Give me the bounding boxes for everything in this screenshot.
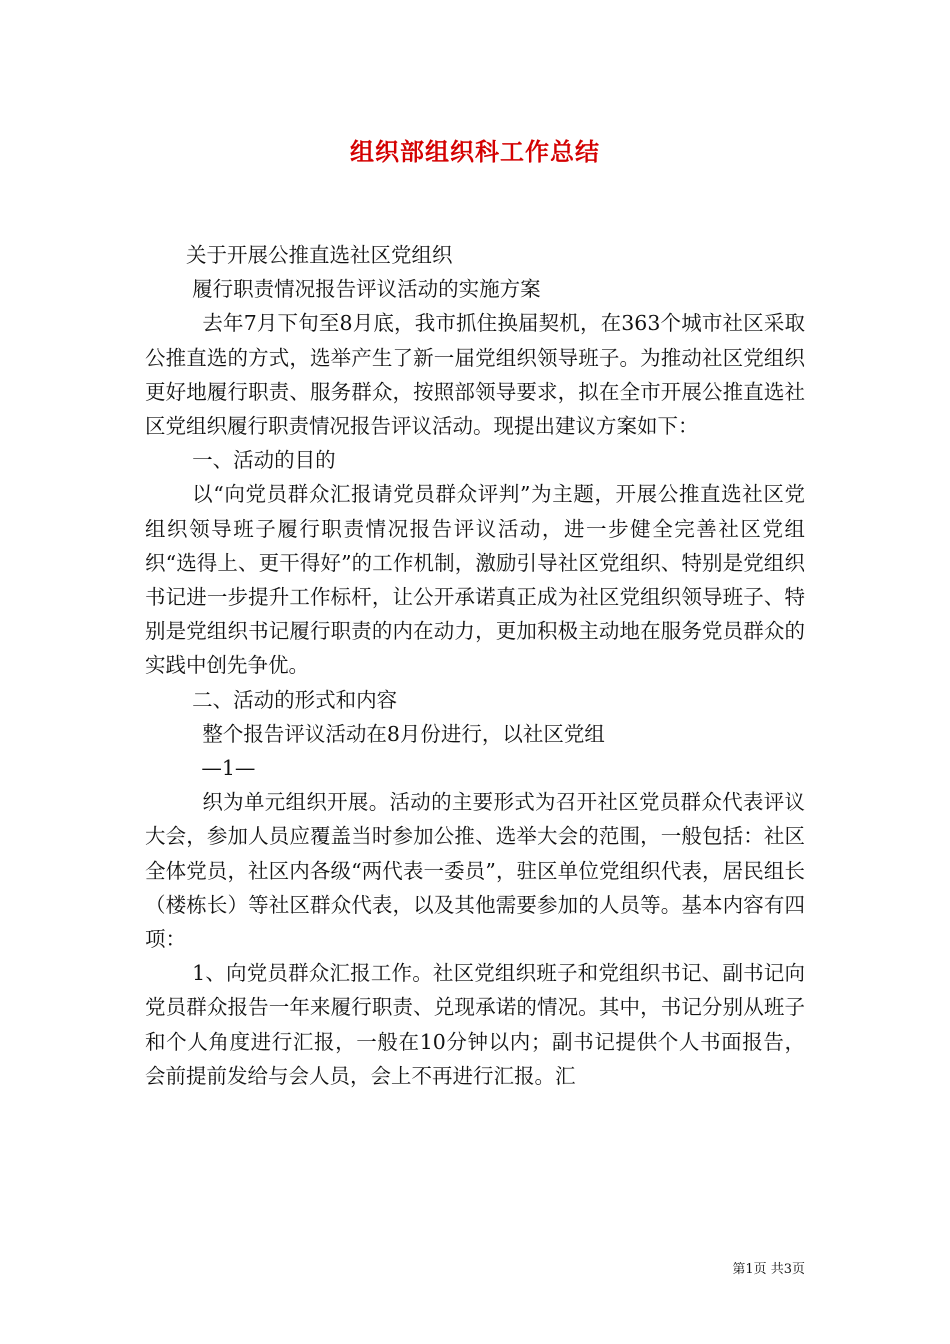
page-title: 组织部组织科工作总结 — [350, 137, 600, 166]
subtitle-line-1: 关于开展公推直选社区党组织 — [186, 243, 453, 267]
paragraph-form-start: 整个报告评议活动在8月份进行，以社区党组 — [202, 721, 605, 746]
paragraph-item-1: 1、向党员群众汇报工作。社区党组织班子和党组织书记、副书记向党员群众报告一年来履行职责、兑现承诺的情况。其中，书记分别从班子和个人角度进行汇报，一般在10分钟以内；副书记提供个人书面报告，会前提前发给与会人员，会上不再进行汇报。汇 — [145, 961, 805, 1088]
page-footer: 第1页 共3页 — [732, 1262, 805, 1277]
page-number-marker: —1— — [201, 756, 256, 781]
paragraph-form-continued: 织为单元组织开展。活动的主要形式为召开社区党员群众代表评议大会，参加人员应覆盖当时参加公推、选举大会的范围，一般包括：社区全体党员，社区内各级“两代表一委员”，驻区单位党组织代表，居民组长（楼栋长）等社区群众代表，以及其他需要参加的人员等。基本内容有四项： — [145, 790, 805, 952]
section-heading-2: 二、活动的形式和内容 — [192, 687, 398, 712]
subtitle-line-2: 履行职责情况报告评议活动的实施方案 — [192, 277, 541, 302]
paragraph-purpose: 以“向党员群众汇报请党员群众评判”为主题，开展公推直选社区党组织领导班子履行职责情况报告评议活动，进一步健全完善社区党组织“选得上、更干得好”的工作机制，激励引导社区党组织、特别是党组织书记进一步提升工作标杆，让公开承诺真正成为社区党组织领导班子、特别是党组织书记履行职责的内在动力，更加积极主动地在服务党员群众的实践中创先争优。 — [145, 482, 805, 678]
document-body — [145, 238, 805, 1093]
section-heading-1: 一、活动的目的 — [192, 448, 336, 473]
paragraph-intro: 去年7月下旬至8月底，我市抓住换届契机，在363个城市社区采取公推直选的方式，选举产生了新一届党组织领导班子。为推动社区党组织更好地履行职责、服务群众，按照部领导要求，拟在全市开展公推直选社区党组织履行职责情况报告评议活动。现提出建议方案如下： — [145, 311, 805, 439]
